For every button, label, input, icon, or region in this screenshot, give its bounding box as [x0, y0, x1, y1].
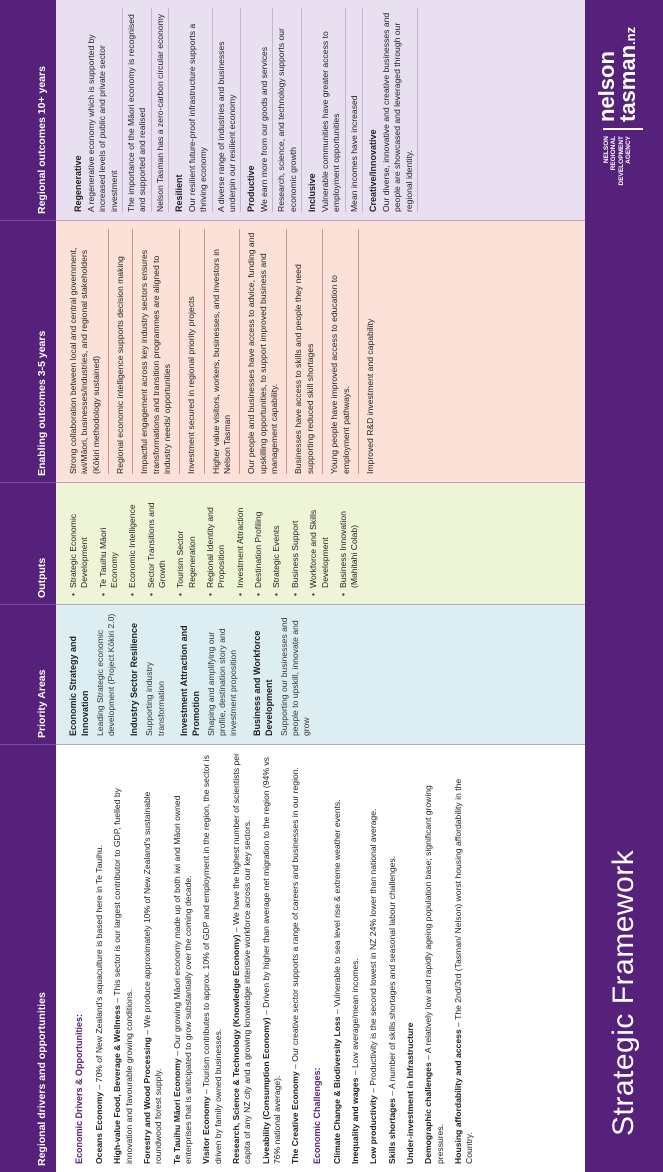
driver-text: – This sector is our largest contributor to GDP, fuelled by innovation and favourable growing conditions. — [112, 788, 134, 1164]
priority-area — [252, 613, 313, 736]
priority-area-desc: Supporting our businesses and people to upskill, innovate and grow — [278, 617, 312, 736]
enabling-list — [68, 229, 382, 474]
header-strip — [0, 0, 56, 1172]
output-item: • Strategic Events — [271, 491, 282, 588]
outputs-column — [56, 482, 585, 604]
header-drivers: Regional drivers and opportunities — [0, 744, 56, 1172]
challenge-item — [332, 753, 343, 1164]
challenge-item — [350, 753, 361, 1164]
enabling-outcome: Young people have improved access to education to employment pathways. — [329, 229, 359, 474]
page-title: Strategic Framework — [607, 849, 640, 1136]
output-item: • Strategic Economic Development — [68, 491, 91, 588]
driver-text: – 70% of New Zealand's aquaculture is based here in Te Tauihu. — [93, 844, 104, 1092]
challenge-label: Skills shortages — [386, 1098, 397, 1164]
challenge-label: Housing affordability and access — [452, 1029, 463, 1164]
priority-area — [68, 613, 117, 736]
driver-text: – Our growing Māori economy made up of both iwi and Māori owned enterprises that is anticipated to grow substantially over the coming decade. — [171, 795, 193, 1164]
driver-label: Te Tauihu Māori Economy — [171, 1058, 182, 1164]
output-item: • Business Innovation (Mahitahi Colab) — [338, 491, 361, 588]
enabling-outcome: Strong collaboration between local and central government, iwi/Māori, businesses/industries, and regional stakeholders (Kōkiri methodology sustained) — [68, 229, 109, 474]
enabling-outcome: Improved R&D investment and capability — [364, 318, 375, 474]
challenge-item — [405, 753, 416, 1164]
logo-line-1: nelson — [594, 51, 619, 122]
driver-label: Research, Science & Technology (Knowledge Economy) — [230, 934, 241, 1164]
priority-area-title: Economic Strategy and Innovation — [68, 635, 90, 736]
header-priority-areas: Priority Areas — [0, 604, 56, 744]
output-item: • Te Tauihu Māori Economy — [98, 491, 121, 588]
priority-area-desc: Shaping and amplifying our profile, destination story and investment proposition — [205, 628, 239, 736]
priority-areas-column — [56, 604, 585, 744]
regional-outcome-item: A diverse range of industries and businesses underpin our resilient economy — [216, 8, 242, 212]
priority-area — [179, 613, 240, 736]
challenge-label: Inequality and wages — [349, 1077, 360, 1164]
drivers-list — [94, 753, 302, 1164]
priority-list — [68, 613, 313, 736]
nrda-logo — [595, 18, 653, 188]
logo-line-2-text: tasman — [614, 44, 640, 122]
challenge-label: Low productivity — [368, 1095, 379, 1164]
driver-text: – Driven by higher than average net migration to the region (94% vs 76% national average). — [260, 757, 282, 1164]
challenge-text: – A relatively low and rapidly ageing population base; significant growing pressures. — [423, 785, 445, 1164]
challenge-text: – A number of skills shortages and seasonal labour challenges. — [386, 855, 397, 1099]
driver-label: Forestry and Wood Processing — [141, 1037, 152, 1164]
driver-label: Oceans Economy — [93, 1091, 104, 1164]
regional-outcome-item: The importance of the Māori economy is recognised and supported and realised — [126, 8, 152, 212]
output-item: • Tourism Sector Regeneration — [175, 491, 198, 588]
regional-list — [73, 8, 418, 212]
driver-text: – We have the highest number of scientists per capita of any NZ city and a growing knowledge intensive workforce across our key sectors. — [230, 753, 253, 1164]
priority-area-desc: Supporting industry transformation — [144, 661, 166, 736]
priority-area-title: Industry Sector Resilience — [129, 622, 140, 736]
priority-area-desc: Leading Strategic economic development (Project Kōkiri 2.0) — [94, 613, 117, 736]
driver-text: – We produce approximately 10% of New Zealand's sustainable roundwood forest supply. — [141, 791, 164, 1164]
header-regional-outcomes: Regional outcomes 10+ years — [36, 66, 48, 214]
regional-outcome-item: A regenerative economy which is supported by increased levels of public and private sector investment — [86, 8, 123, 212]
challenge-item — [453, 753, 476, 1164]
drivers-column — [56, 744, 585, 1172]
priority-area-title: Investment Attraction and Promotion — [179, 625, 201, 736]
output-item: • Business Support — [290, 491, 301, 588]
output-item: • Regional Identity and Proposition — [205, 491, 228, 588]
challenge-item — [423, 753, 446, 1164]
logo-agency-text: NELSON REGIONAL DEVELOPMENT AGENCY — [603, 136, 633, 186]
driver-item — [290, 753, 301, 1164]
output-item: • Economic Intelligence — [127, 491, 138, 588]
regional-outcomes-column — [56, 0, 585, 220]
economic-drivers-heading: Economic Drivers & Opportunities: — [74, 1013, 84, 1164]
driver-item — [201, 753, 224, 1164]
driver-text: – Tourism contributes to approx. 10% of GDP and employment in the region, the sector is driven by family owned businesses. — [201, 755, 223, 1164]
enabling-outcome: Regional economic intelligence supports decision making — [115, 229, 133, 474]
challenge-item — [387, 753, 398, 1164]
output-item: • Sector Transitions and Growth — [146, 491, 169, 588]
driver-label: Visitor Economy — [201, 1096, 212, 1164]
challenge-label: Climate Change & Biodiversity Loss — [331, 1016, 342, 1164]
priority-area-title: Business and Workforce Development — [251, 630, 274, 736]
regional-outcome-item: Vulnerable communities have greater access to employment opportunities — [320, 8, 346, 212]
driver-item — [261, 753, 284, 1164]
driver-label: Liveability (Consumption Economy) — [260, 1017, 271, 1164]
regional-outcome-heading: Creative/Innovative — [368, 129, 378, 212]
enabling-outcomes-column — [56, 220, 585, 482]
challenge-text: – Productivity is the second lowest in NZ 24% lower than national average. — [368, 808, 379, 1096]
economic-challenges-heading: Economic Challenges: — [311, 1067, 322, 1164]
challenge-text: – The 2nd/3rd (Tasman/ Nelson) worst housing affordability in the Country. — [452, 778, 475, 1164]
challenge-label: Demographic challenges — [423, 1062, 434, 1164]
header-outputs: Outputs — [0, 482, 56, 604]
regional-outcome-item: Our resilient future-proof infrastructure supports a thriving economy — [187, 8, 213, 212]
challenge-text: – Vulnerable to sea level rise & extreme weather events. — [331, 799, 342, 1017]
driver-item — [142, 753, 165, 1164]
regional-outcome-heading: Inclusive — [307, 173, 318, 212]
driver-label: The Creative Economy — [290, 1071, 301, 1164]
regional-outcome-heading: Regenerative — [73, 155, 83, 212]
regional-outcome-item: Mean incomes have increased — [349, 8, 363, 212]
output-item: • Investment Attraction — [235, 491, 246, 588]
challenge-item — [368, 753, 379, 1164]
regional-outcome-item: We earn more from our goods and services — [259, 8, 273, 212]
driver-item — [112, 753, 135, 1164]
regional-outcome-item: Our diverse, innovative and creative businesses and people are showcased and leveraged through our regional identity. — [381, 8, 418, 212]
driver-item — [231, 753, 254, 1164]
output-item: • Workforce and Skills Development — [308, 491, 331, 588]
driver-item — [172, 753, 195, 1164]
challenge-text: – Low average/mean incomes. — [349, 958, 360, 1078]
enabling-outcome: Impactful engagement across key industry sectors ensures transformations and transition programmes are aligned to industry needs/ opportunities — [139, 229, 180, 474]
driver-label: High-value Food, Beverage & Wellness — [112, 1005, 123, 1164]
output-item: • Destination Profiling — [253, 491, 264, 588]
regional-outcome-item: Research, science, and technology supports our economic growth — [276, 8, 302, 212]
logo-line-2 — [614, 26, 640, 122]
priority-area — [129, 613, 167, 736]
driver-item — [94, 753, 105, 1164]
regional-outcome-heading: Resilient — [173, 174, 184, 212]
header-enabling-outcomes: Enabling outcomes 3-5 years — [0, 220, 56, 482]
enabling-outcome: Businesses have access to skills and people they need supporting reduced skill shortages — [293, 229, 323, 474]
challenges-list — [332, 753, 476, 1164]
logo-wordmark — [594, 26, 640, 122]
logo-nz: .nz — [622, 26, 638, 45]
regional-outcome-heading: Productive — [246, 165, 257, 212]
enabling-outcome: Investment secured in regional priority projects — [186, 229, 204, 474]
enabling-outcome: Our people and businesses have access to advice, funding and upskilling opportunities, to support improved business and management capability. — [246, 229, 287, 474]
driver-text: – Our creative sector supports a range of careers and businesses in our region. — [290, 767, 301, 1072]
regional-outcome-item: Nelson Tasman has a zero-carbon circular economy — [155, 8, 169, 212]
outputs-list — [68, 491, 361, 596]
enabling-outcome: Higher value visitors, workers, businesses, and investors in Nelson Tasman — [211, 229, 241, 474]
challenge-label: Under-investment in Infrastructure — [404, 1022, 415, 1164]
logo-divider — [603, 128, 643, 130]
footer-band — [585, 0, 663, 1172]
